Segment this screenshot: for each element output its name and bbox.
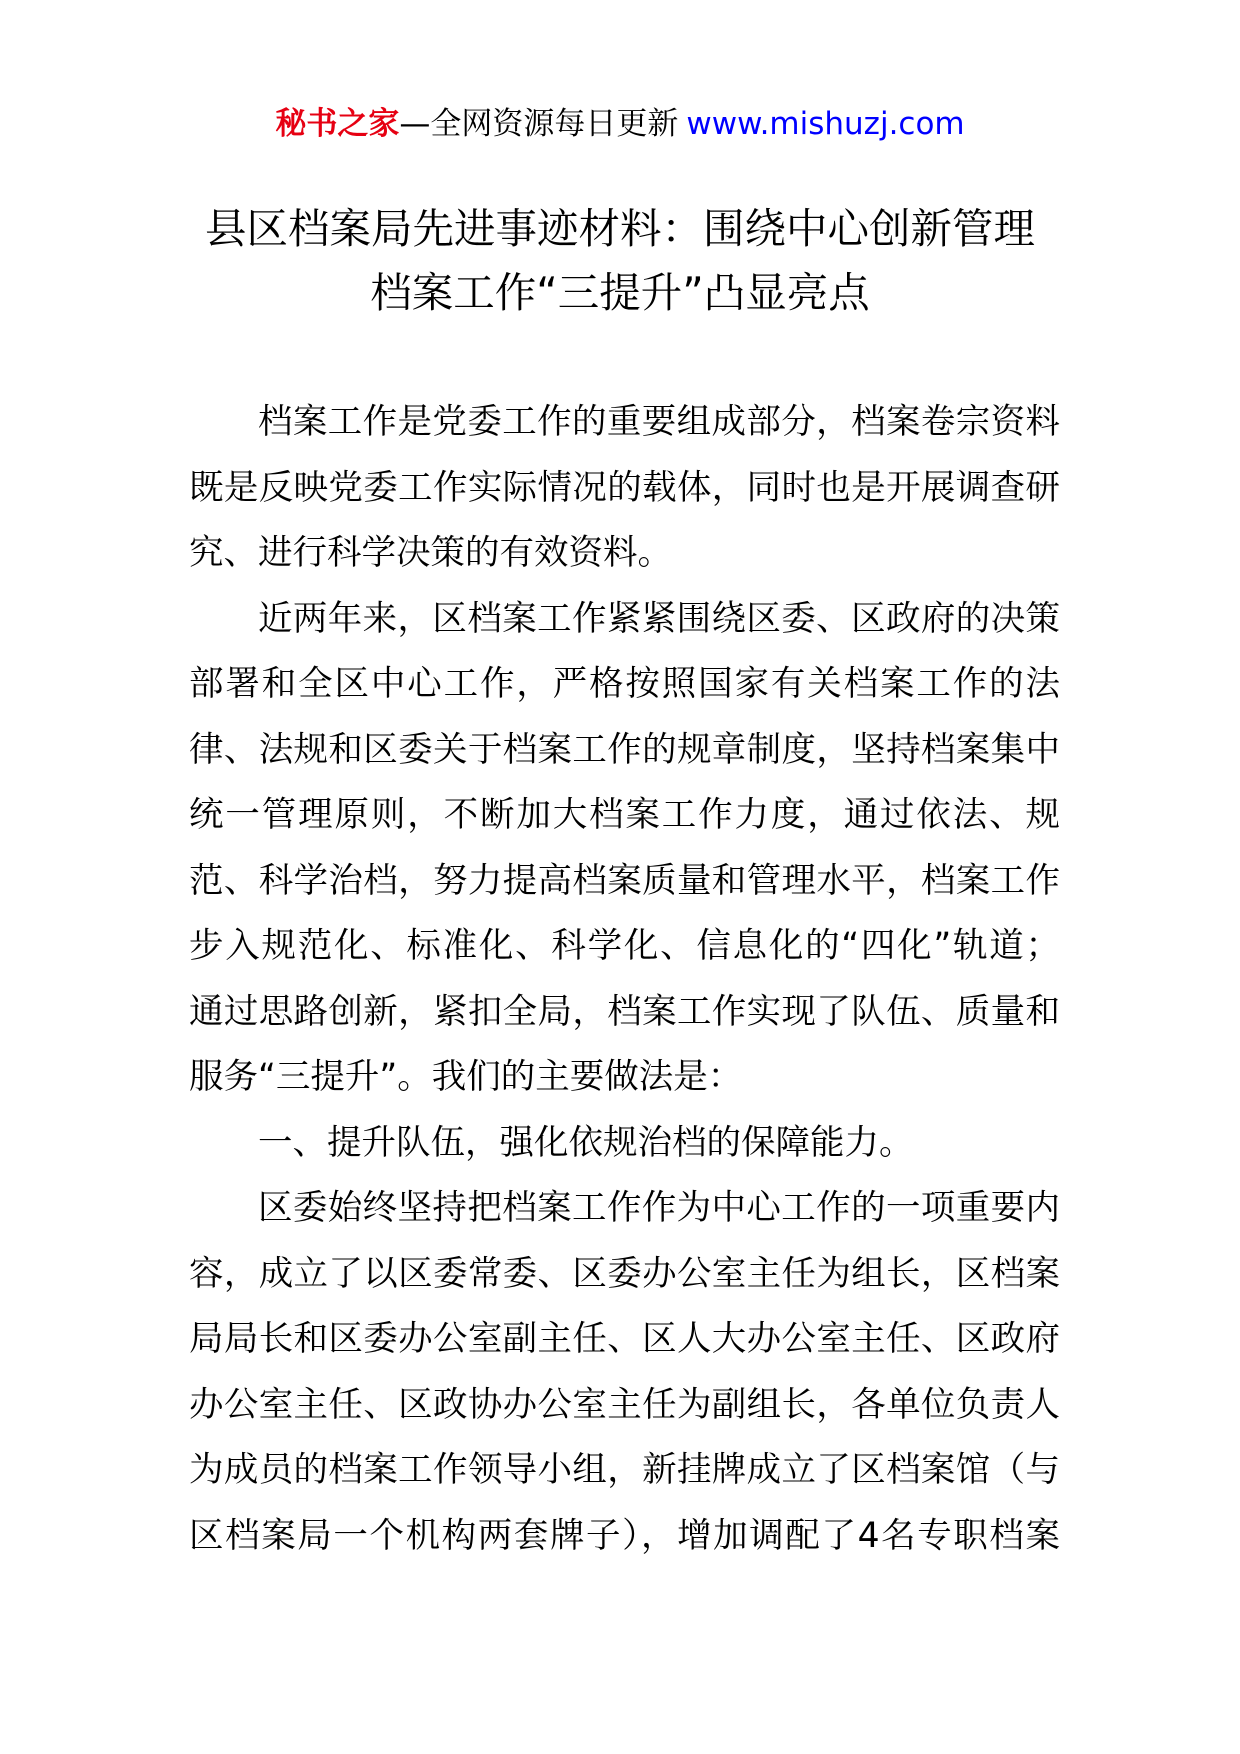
paragraph-line: 区档案局一个机构两套牌子），增加调配了4名专职档案 bbox=[189, 1515, 1060, 1556]
paragraph-line: 档案工作是党委工作的重要组成部分，档案卷宗资料 bbox=[258, 402, 1060, 442]
body-paragraph bbox=[189, 390, 1060, 587]
paragraph-line: 办公室主任、区政协办公室主任为副组长，各单位负责人 bbox=[189, 1384, 1060, 1425]
site-tagline: —全网资源每日更新 bbox=[399, 106, 679, 142]
paragraph-line: 容，成立了以区委常委、区委办公室主任为组长，区档案 bbox=[189, 1253, 1060, 1294]
paragraph-line: 律、法规和区委关于档案工作的规章制度，坚持档案集中 bbox=[189, 729, 1060, 770]
body-paragraph bbox=[189, 1176, 1060, 1569]
paragraph-line: 区委始终坚持把档案工作作为中心工作的一项重要内 bbox=[258, 1188, 1060, 1228]
paragraph-line: 通过思路创新，紧扣全局，档案工作实现了队伍、质量和 bbox=[189, 991, 1060, 1032]
document-title-line: 县区档案局先进事迹材料：围绕中心创新管理 bbox=[204, 204, 1035, 253]
section-heading-text: 一、提升队伍，强化依规治档的保障能力。 bbox=[258, 1122, 914, 1163]
brand-name: 秘书之家 bbox=[275, 106, 400, 142]
paragraph-line: 步入规范化、标准化、科学化、信息化的“四化”轨道； bbox=[189, 926, 1060, 966]
paragraph-line: 近两年来，区档案工作紧紧围绕区委、区政府的决策 bbox=[258, 598, 1060, 639]
body-paragraph bbox=[189, 587, 1060, 1111]
paragraph-line: 究、进行科学决策的有效资料。 bbox=[189, 533, 672, 573]
paragraph-line: 为成员的档案工作领导小组，新挂牌成立了区档案馆（与 bbox=[189, 1450, 1060, 1490]
document-title-line: 档案工作“三提升”凸显亮点 bbox=[370, 268, 870, 317]
paragraph-line: 统一管理原则，不断加大档案工作力度，通过依法、规 bbox=[189, 795, 1060, 835]
paragraph-line: 既是反映党委工作实际情况的载体，同时也是开展调查研 bbox=[189, 467, 1060, 508]
paragraph-line: 服务“三提升”。我们的主要做法是： bbox=[189, 1057, 743, 1097]
paragraph-line: 局局长和区委办公室副主任、区人大办公室主任、区政府 bbox=[189, 1319, 1060, 1359]
document-title bbox=[0, 197, 1240, 325]
section-heading bbox=[189, 1111, 1060, 1177]
site-header bbox=[0, 104, 1240, 144]
paragraph-line: 部署和全区中心工作，严格按照国家有关档案工作的法 bbox=[189, 664, 1060, 704]
document-body bbox=[189, 390, 1060, 1569]
paragraph-line: 范、科学治档，努力提高档案质量和管理水平，档案工作 bbox=[189, 860, 1060, 901]
site-url: www.mishuzj.com bbox=[686, 106, 965, 142]
